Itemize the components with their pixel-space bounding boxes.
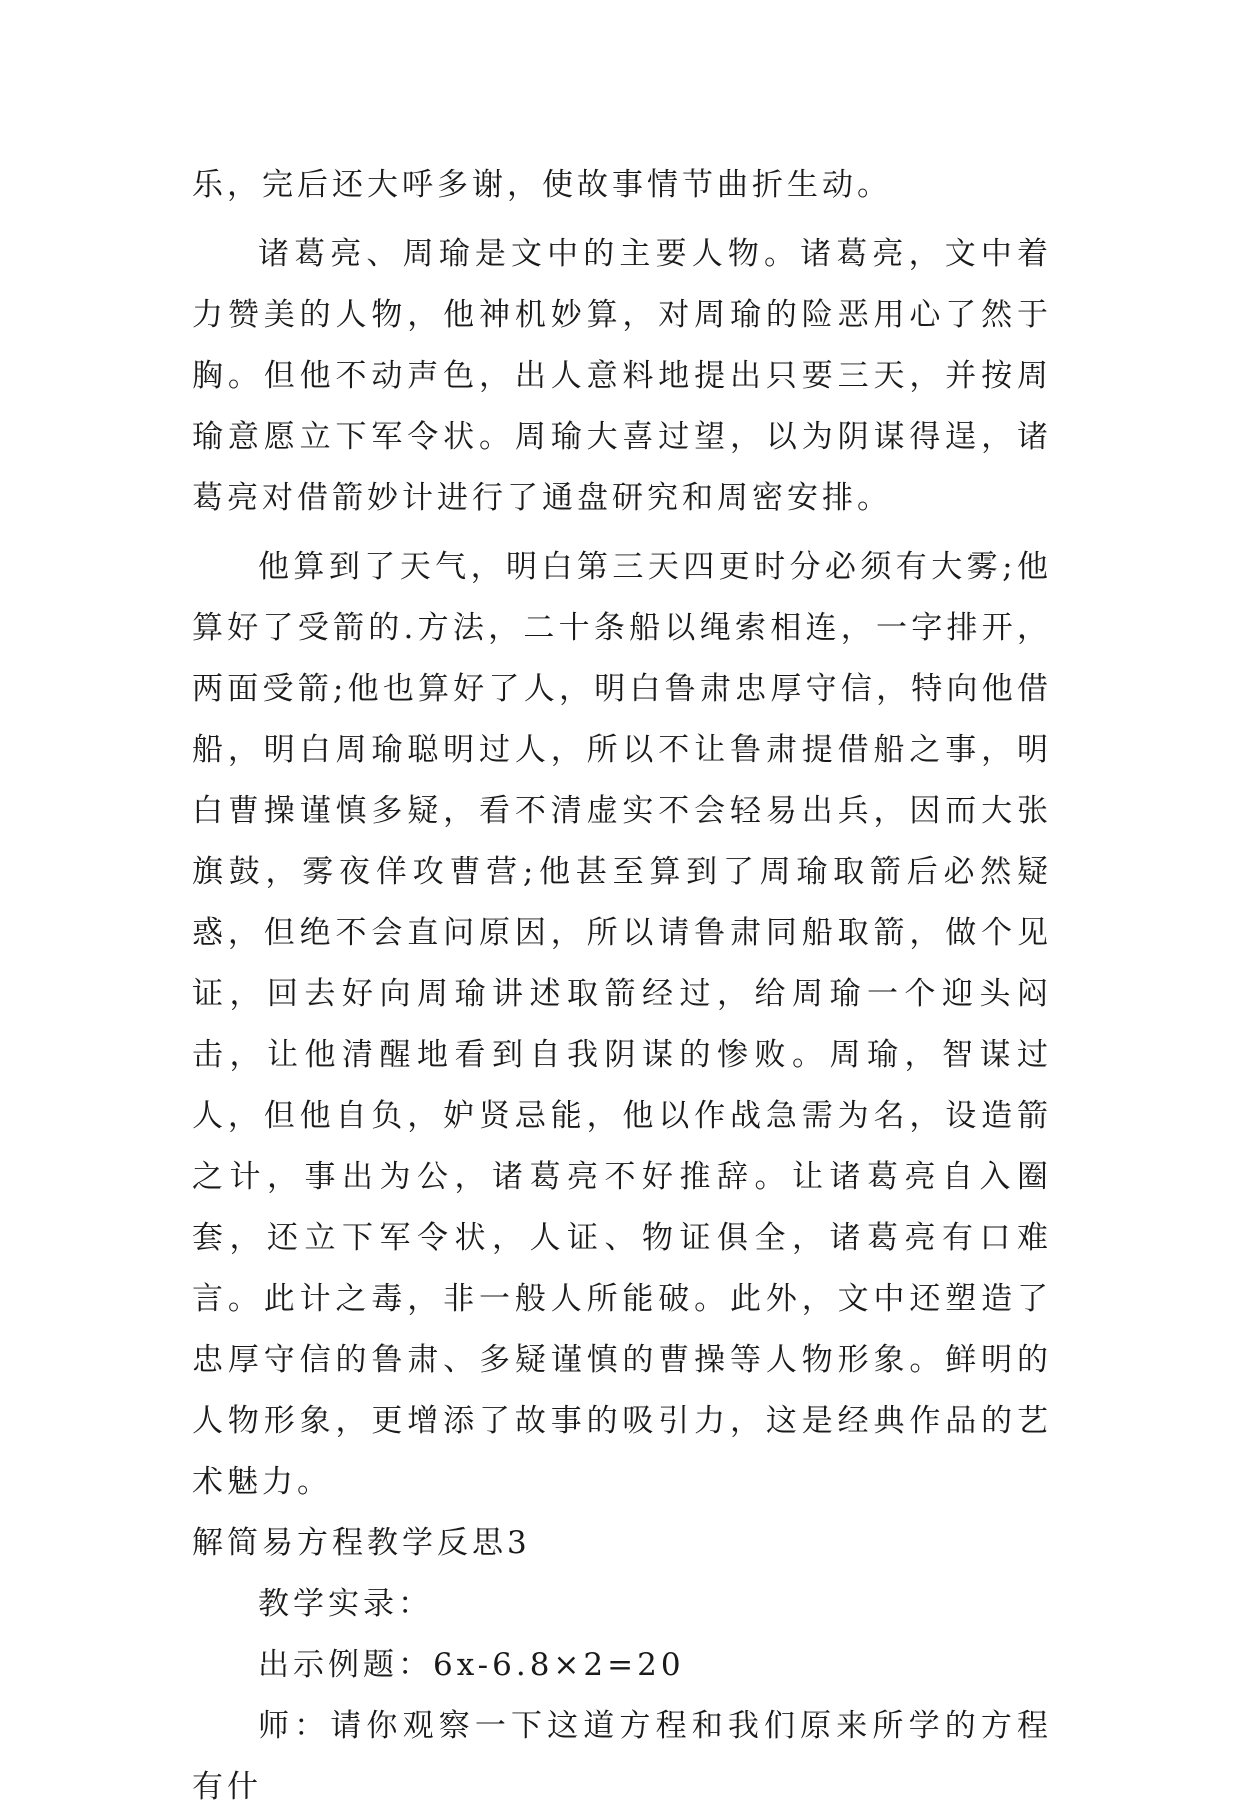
paragraph-continuation: 乐，完后还大呼多谢，使故事情节曲折生动。 (192, 167, 892, 203)
paragraph-zhuge-calculations: 他算到了天气，明白第三天四更时分必须有大雾;他算好了受箭的.方法，二十条船以绳索相连，一字排开，两面受箭;他也算好了人，明白鲁肃忠厚守信，特向他借船，明白周瑜聪明过人，所以不让鲁肃提借船之事，明白曹操谨慎多疑，看不清虚实不会轻易出兵，因而大张旗鼓，雾夜佯攻曹营;他甚至算到了周瑜取箭后必然疑惑，但绝不会直问原因，所以请鲁肃同船取箭，做个见证，回去好向周瑜讲述取箭经过，给周瑜一个迎头闷击，让他清醒地看到自我阴谋的惨败。周瑜，智谋过人，但他自负，妒贤忌能，他以作战急需为名，设造箭之计，事出为公，诸葛亮不好推辞。让诸葛亮自入圈套，还立下军令状，人证、物证俱全，诸葛亮有口难言。此计之毒，非一般人所能破。此外，文中还塑造了忠厚守信的鲁肃、多疑谨慎的曹操等人物形象。鲜明的人物形象，更增添了故事的吸引力，这是经典作品的艺术魅力。 (192, 549, 1052, 1500)
document-body (192, 155, 1052, 1818)
paragraph-example: 出示例题：6x-6.8×2=20 (258, 1647, 685, 1683)
paragraph-main-characters: 诸葛亮、周瑜是文中的主要人物。诸葛亮，文中着力赞美的人物，他神机妙算，对周瑜的险恶用心了然于胸。但他不动声色，出人意料地提出只要三天，并按周瑜意愿立下军令状。周瑜大喜过望，以为阴谋得逞，诸葛亮对借箭妙计进行了通盘研究和周密安排。 (192, 236, 1052, 516)
paragraph-teacher-question: 师：请你观察一下这道方程和我们原来所学的方程有什 (192, 1708, 1052, 1805)
paragraph-teaching-record: 教学实录： (258, 1586, 433, 1622)
section-heading: 解简易方程教学反思3 (192, 1525, 531, 1561)
